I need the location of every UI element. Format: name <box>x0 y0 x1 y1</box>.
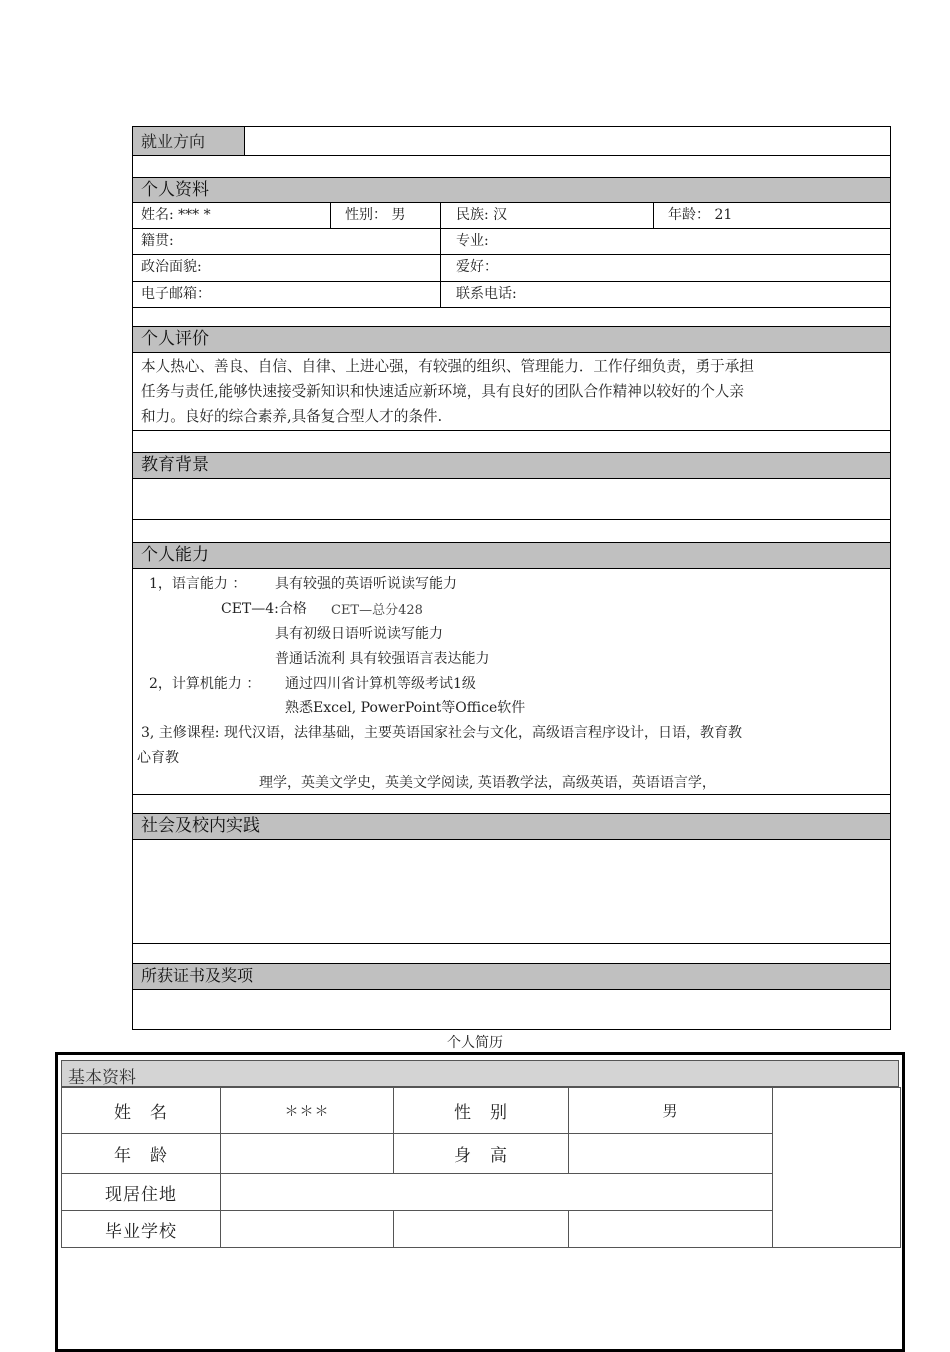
address-value <box>221 1174 773 1211</box>
name-field: 姓名: *** * <box>141 207 211 223</box>
language-desc: 具有较强的英语听说读写能力 <box>275 576 457 592</box>
cet-result: CET—4:合格 <box>221 601 307 617</box>
school-extra-1 <box>394 1211 569 1248</box>
awards-header: 所获证书及奖项 <box>133 964 890 989</box>
school-extra-2 <box>569 1211 773 1248</box>
political-field: 政治面貌: <box>141 259 202 275</box>
school-label: 毕业学校 <box>62 1211 221 1248</box>
computer-desc: 通过四川省计算机等级考试1级 <box>285 676 476 692</box>
email-field: 电子邮箱： <box>141 286 211 302</box>
photo-cell <box>773 1088 901 1248</box>
page-caption: 个人简历 <box>447 1035 503 1051</box>
address-label: 现居住地 <box>62 1174 221 1211</box>
career-label-cell <box>133 127 245 155</box>
courses-line-1: 3, 主修课程: 现代汉语，法律基础，主要英语国家社会与文化，高级语言程序设计，日语，教育教 <box>141 725 742 741</box>
courses-line-2: 心育教 <box>137 750 179 766</box>
height-value <box>569 1134 773 1174</box>
basic-info-frame <box>55 1052 905 1352</box>
height-label: 身 高 <box>394 1134 569 1174</box>
hobby-field: 爱好： <box>456 259 498 275</box>
basic-info-table <box>61 1087 901 1248</box>
career-label: 就业方向 <box>141 132 206 151</box>
abilities-header: 个人能力 <box>133 543 890 568</box>
mandarin-ability: 普通话流利 具有较强语言表达能力 <box>275 651 490 667</box>
name-label: 姓 名 <box>62 1088 221 1134</box>
ethnicity-field: 民族: 汉 <box>456 207 508 223</box>
evaluation-line-3: 和力。良好的综合素养,具备复合型人才的条件. <box>141 408 443 425</box>
japanese-ability: 具有初级日语听说读写能力 <box>275 626 443 642</box>
phone-field: 联系电话: <box>456 286 517 302</box>
practice-header: 社会及校内实践 <box>133 814 890 839</box>
basic-info-header <box>61 1060 899 1087</box>
evaluation-line-1: 本人热心、善良、自信、自律、上进心强，有较强的组织、管理能力．工作仔细负责，勇于承担 <box>141 358 754 375</box>
evaluation-header: 个人评价 <box>133 327 890 352</box>
cet-score: CET—总分428 <box>331 603 423 618</box>
language-label: 1，语言能力 ： <box>149 576 247 592</box>
age-label: 年 龄 <box>62 1134 221 1174</box>
gender-label: 性 别 <box>394 1088 569 1134</box>
basic-info-title: 基本资料 <box>68 1068 136 1088</box>
major-field: 专业: <box>456 233 489 249</box>
office-skill: 熟悉Excel, PowerPoint等Office软件 <box>285 700 526 716</box>
age-value <box>221 1134 394 1174</box>
personal-header: 个人资料 <box>133 178 890 202</box>
resume-form <box>132 126 891 1030</box>
evaluation-line-2: 任务与责任,能够快速接受新知识和快速适应新环境，具有良好的团队合作精神以较好的个人亲 <box>141 383 744 400</box>
age-field: 年龄： 21 <box>668 207 733 223</box>
courses-line-3: 理学，英美文学史，英美文学阅读, 英语教学法，高级英语，英语语言学， <box>259 775 716 791</box>
education-header: 教育背景 <box>133 453 890 478</box>
gender-field: 性别： 男 <box>345 207 406 223</box>
hometown-field: 籍贯: <box>141 233 174 249</box>
name-value: ＊＊＊ <box>221 1088 394 1134</box>
gender-value: 男 <box>569 1088 773 1134</box>
computer-label: 2，计算机能力 ： <box>149 676 261 692</box>
school-value <box>221 1211 394 1248</box>
